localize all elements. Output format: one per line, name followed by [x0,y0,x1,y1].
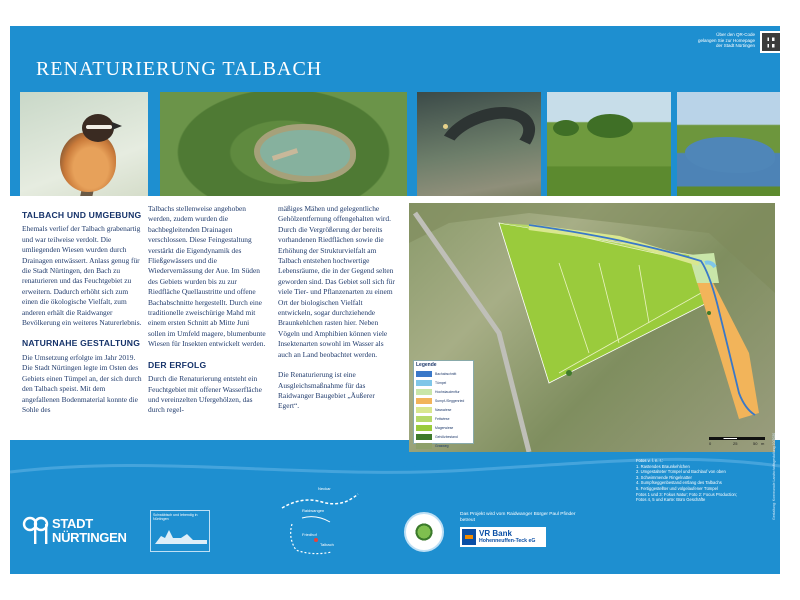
body-paragraph: Ehemals verlief der Talbach grabenartig und war teilweise verdolt. Die umliegenden Wiesen wurden durch Drainagen entwässert. Anlass genug für die Stadt Nürtingen, den Bach zu renaturieren und das Feuchtgebiet zu erweitern. Dadurch erhöht sich zum einen die ökologische Vielfalt, zum anderen erhält die Raidwanger Bevölkerung ein weiteres Naturerlebnis. [22,224,142,328]
qr-caption-line: gelangen Sie zur Homepage [697,37,755,43]
qr-caption [645,32,755,49]
legend-swatch [416,407,432,413]
logo-text [52,517,127,545]
legend-label: Bachabschnitt [435,371,457,376]
route-label: Raidwangen [302,508,325,513]
text-column-1 [22,204,142,425]
bird-beak-shape [112,122,122,130]
route-label: Friedhof [302,532,317,537]
route-label: Neckar [318,486,331,491]
legend-label: Tümpel [435,380,447,385]
section-heading: DER ERFOLG [148,359,207,370]
design-credit: Gestaltung: Kommunale Landschaftsgestaltung 10/2020 [772,432,776,520]
snake-shape [430,95,541,186]
legend-label: Hochstaudenflur [435,389,460,394]
scale-label: 0 [709,441,712,446]
seal-emblem-icon [414,522,434,542]
legend-swatch [416,398,432,404]
logo-mark-icon [22,515,50,545]
text-column-2 [148,204,266,426]
logo-line: STADT [52,516,93,531]
logo-line: NÜRTINGEN [52,530,127,545]
map-legend [413,360,474,448]
shrub-shape [587,114,633,138]
town-silhouette-icon [151,524,209,546]
vr-bank-logo [460,527,546,547]
legend-item [414,414,473,423]
section-heading: TALBACH UND UMGEBUNG [22,210,142,220]
legend-item [414,378,473,387]
legend-swatch [416,416,432,422]
scale-label: 25 [733,441,738,446]
body-paragraph: Durch die Renaturierung entsteht ein Feuchtgebiet mit offener Wasserfläche und vereinzelten Ufergehölzen, das durch regel- [148,374,262,415]
nuertingen-card [150,510,210,552]
pond-shape [260,130,350,176]
bank-name: VR Bank [479,529,512,538]
legend-label: Nasswiese [435,407,452,412]
credit-line: 4. Sumpfseggenbestand entlang des Talbachs [636,480,722,486]
body-paragraph: Talbachs stellenweise angehoben werden, zudem wurden die bachbegleitenden Drainagen verschlossen. Diese Feingestaltung verstärkt die Eigendynamik des Fließgewässers und die Wiedervernässung der Aue. Im Süden des Gebiets wurden bis zu zur Riedfläche Quellaustritte und offene Bachabschnitte hergestellt. Durch eine traditionelle zweischürige Mahd mit einem ersten Schnitt ab Mitte Juni sollen im Umfeld magere, blumenbunte Wiesen für Insekten entwickelt werden. [148,204,266,349]
sponsor-note: Das Projekt wird vom Raidwanger Bürger Paul Pfinder betreut [460,512,576,523]
legend-item [414,387,473,396]
bank-subtitle: Hohenneuffen-Teck eG [479,538,536,544]
card-text: Schwäbisch und lebendig in Nürtingen [153,513,198,522]
page-title: RENATURIERUNG TALBACH [36,58,323,80]
legend-item [414,396,473,405]
credit-line: Fotos 1 und 3: Fokus Natur; Foto 2: Focus Production; [636,491,738,497]
site-map [409,203,775,452]
location-route-map [272,478,364,570]
legend-swatch [416,389,432,395]
credit-line: 2. Umgestalteter Tümpel und Bachlauf von oben [636,469,726,475]
legend-swatch [416,371,432,377]
text-column-3 [278,204,396,422]
legend-label: Sumpf-/Seggenried [435,398,465,403]
legend-swatch [416,380,432,386]
scale-unit: m [761,441,765,446]
legend-item [414,405,473,414]
legend-title: Legende [416,362,437,368]
body-paragraph: Die Renaturierung ist eine Ausgleichsmaßnahme für das Raidwanger Baugebiet „Äußerer Egert“. [278,370,375,411]
qr-caption-line: Über den QR-Code [716,32,755,37]
credit-line: 5. Fertiggestellter und volgelaufener Tümpel [636,485,718,491]
credit-line: Fotos v. l. n. r.: [636,458,664,463]
route-label: Talbach [320,542,334,547]
legend-item [414,423,473,432]
pond-shape [685,137,775,173]
legend-label: Fettwiese [435,416,450,421]
photo-credits [636,458,776,503]
legend-label: Magerwiese [435,425,454,430]
section-heading: NATURNAHE GESTALTUNG [22,338,141,349]
shrub-shape [553,120,579,136]
legend-swatch [416,425,432,431]
credit-line: 3. Schwimmende Ringelnatter [636,474,692,480]
legend-label: Gehölzbestand [435,434,458,439]
qr-code-icon[interactable] [760,31,782,53]
qr-caption-line: der Stadt Nürtingen [715,43,755,48]
body-paragraph: Die Umsetzung erfolgte im Jahr 2019. Die Stadt Nürtingen legte im Osten des Gebiets einen Tümpel an, der sich durch den Talbach speist. Mit dem angefallenen Bodenmaterial konnte die Sohle des [22,352,142,414]
legend-item [414,369,473,378]
bird-eye-stripe [86,125,112,129]
credit-line: 1. Rastendes Braunkehlchen [636,463,690,469]
stadt-nuertingen-logo [22,515,136,551]
legend-label: Grasweg [435,443,449,448]
credit-line: Fotos 4, 5 und Karte: Büro Geschäfte [636,497,706,503]
vr-bank-icon [462,529,476,545]
body-paragraph: mäßiges Mähen und gelegentliche Gehölzentfernung offengehalten wird. Durch die Vergrößerung der bereits vorhandenen Riedflächen sowie die Erhöhung der Strukturvielfalt am Talbach entstehen hochwertige Lebensräume, die in der Gegend selten geworden sind. Das Gebiet soll sich für viele Tier- und Pflanzenarten zu einem Ort der biologischen Vielfalt entwickeln, sogar durchziehende Braunkehlchen rasten hier. Neben Vögeln und Amphibien können viele Insektenarten sowohl im Wasser als auch an Land beobachtet werden. [278,204,395,359]
nature-seal-logo [404,512,444,552]
bird-body-shape [60,132,116,192]
scale-label: 50 [753,441,758,446]
snake-eye-shape [443,124,448,129]
